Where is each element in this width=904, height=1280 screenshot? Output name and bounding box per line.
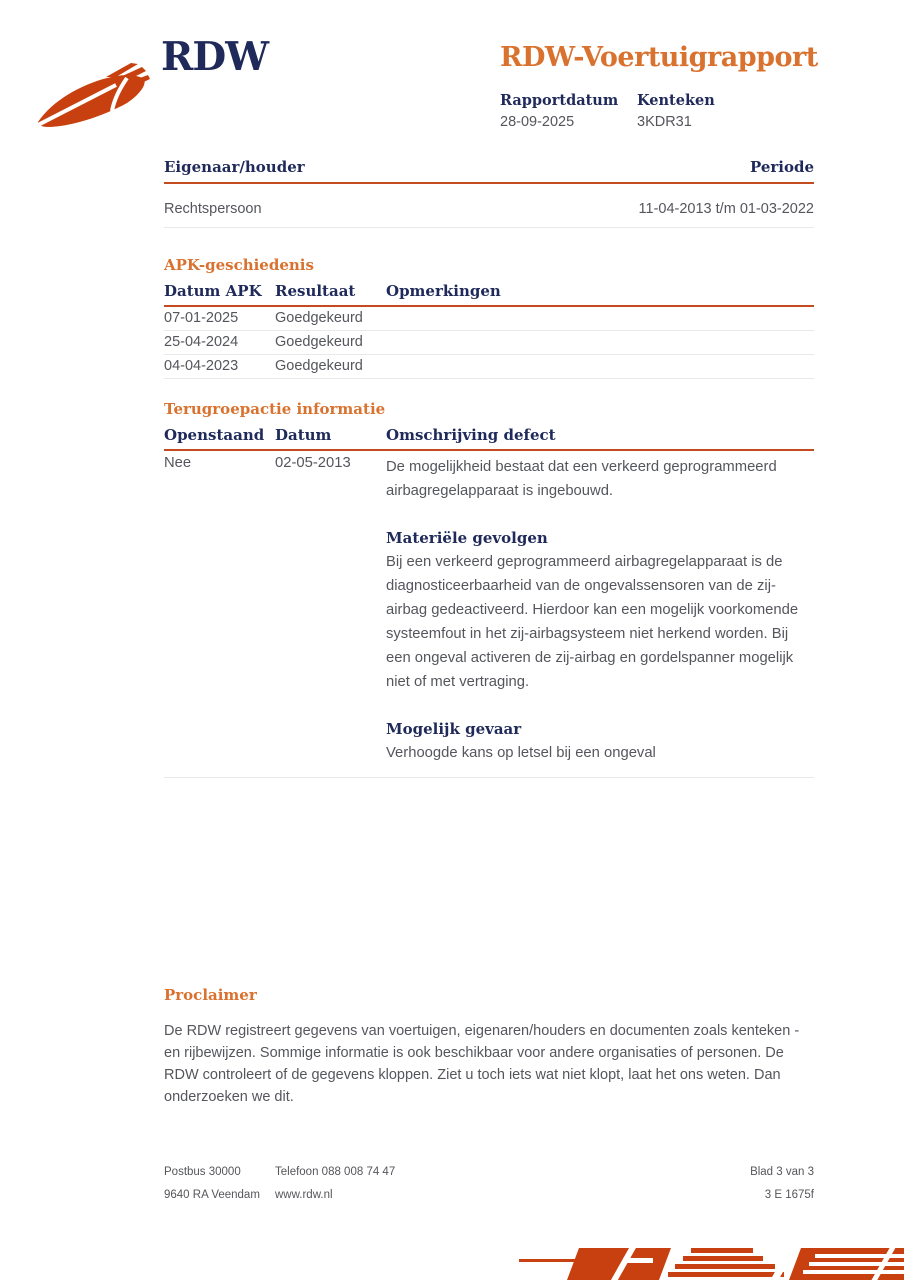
recall-defect-column — [386, 455, 814, 765]
apk-col-datum: Datum APK — [164, 282, 262, 300]
report-date-label: Rapportdatum — [500, 92, 619, 109]
footer-page-indicator: Blad 3 van 3 — [750, 1166, 814, 1178]
license-plate-group — [637, 92, 715, 130]
table-row — [164, 355, 814, 379]
recall-col-omschrijving: Omschrijving defect — [386, 426, 556, 444]
owner-section-header — [164, 158, 814, 184]
gevolgen-heading: Materiële gevolgen — [386, 529, 548, 547]
proclaimer-heading: Proclaimer — [164, 986, 257, 1004]
proclaimer-section — [164, 986, 814, 1108]
apk-opmerkingen — [386, 310, 814, 326]
recall-section-heading: Terugroepactie informatie — [164, 400, 386, 418]
page-footer — [164, 1166, 814, 1201]
recall-section — [164, 400, 814, 778]
rdw-feather-logo-icon — [34, 48, 154, 138]
rdw-wing-decoration-icon — [519, 1244, 904, 1280]
brand-wordmark: RDW — [161, 34, 269, 80]
apk-resultaat: Goedgekeurd — [275, 310, 363, 326]
owner-row — [164, 184, 814, 228]
title-block — [500, 42, 830, 130]
report-meta — [500, 92, 830, 130]
table-row — [164, 451, 814, 778]
defect-description: De mogelijkheid bestaat dat een verkeerd geprogrammeerd airbagregelapparaat is ingebouwd. — [386, 459, 777, 499]
apk-resultaat: Goedgekeurd — [275, 334, 363, 350]
footer-grid — [164, 1166, 814, 1201]
recall-openstaand: Nee — [164, 455, 192, 471]
owner-periode: 11-04-2013 t/m 01-03-2022 — [638, 201, 814, 217]
apk-opmerkingen — [386, 358, 814, 374]
apk-opmerkingen — [386, 334, 814, 350]
recall-datum: 02-05-2013 — [275, 455, 351, 471]
apk-datum: 25-04-2024 — [164, 334, 239, 350]
apk-history-section — [164, 256, 814, 379]
table-row — [164, 307, 814, 331]
footer-form-code: 3 E 1675f — [764, 1189, 814, 1201]
apk-table-header — [164, 282, 814, 307]
periode-heading: Periode — [749, 158, 814, 176]
proclaimer-text: De RDW registreert gegevens van voertuigen, eigenaren/houders en documenten zoals kenteken - en rijbewijzen. Sommige informatie is ook beschikbaar voor andere organisaties of personen. De RDW controleert of de gegevens kloppen. Ziet u toch iets wat niet klopt, laat het ons weten. Dan onderzoeken we dit. — [164, 1023, 800, 1105]
recall-col-datum: Datum — [275, 426, 332, 444]
apk-col-opmerkingen: Opmerkingen — [386, 282, 501, 300]
gevolgen-text: Bij een verkeerd geprogrammeerd airbagregelapparaat is de diagnosticeerbaarheid van de ongevalssensoren van de zij-airbag gedeactiveerd. Hierdoor kan een mogelijk voorkomende systeemfout in het zij-airbagsysteem niet herkend worden. Bij een ongeval activeren de zij-airbag en gordelspanner mogelijk niet of met vertraging. — [386, 554, 799, 690]
owner-section — [164, 158, 814, 228]
footer-address-line1: Postbus 30000 — [164, 1166, 241, 1178]
owner-type: Rechtspersoon — [164, 201, 262, 217]
apk-col-resultaat: Resultaat — [275, 282, 356, 300]
report-date-value: 28-09-2025 — [500, 114, 575, 130]
gevaar-text: Verhoogde kans op letsel bij een ongeval — [386, 745, 656, 761]
page-title: RDW-Voertuigrapport — [500, 42, 818, 73]
apk-resultaat: Goedgekeurd — [275, 358, 363, 374]
owner-heading: Eigenaar/houder — [164, 158, 305, 176]
license-plate-value: 3KDR31 — [637, 114, 692, 130]
apk-datum: 04-04-2023 — [164, 358, 239, 374]
apk-datum: 07-01-2025 — [164, 310, 239, 326]
apk-section-heading: APK-geschiedenis — [164, 256, 314, 274]
table-row — [164, 331, 814, 355]
report-date-group — [500, 92, 637, 130]
footer-phone: Telefoon 088 008 74 47 — [275, 1166, 396, 1178]
license-plate-label: Kenteken — [637, 92, 715, 109]
footer-website: www.rdw.nl — [275, 1189, 333, 1201]
footer-address-line2: 9640 RA Veendam — [164, 1189, 260, 1201]
recall-col-openstaand: Openstaand — [164, 426, 265, 444]
recall-table-header — [164, 426, 814, 451]
gevaar-heading: Mogelijk gevaar — [386, 720, 522, 738]
